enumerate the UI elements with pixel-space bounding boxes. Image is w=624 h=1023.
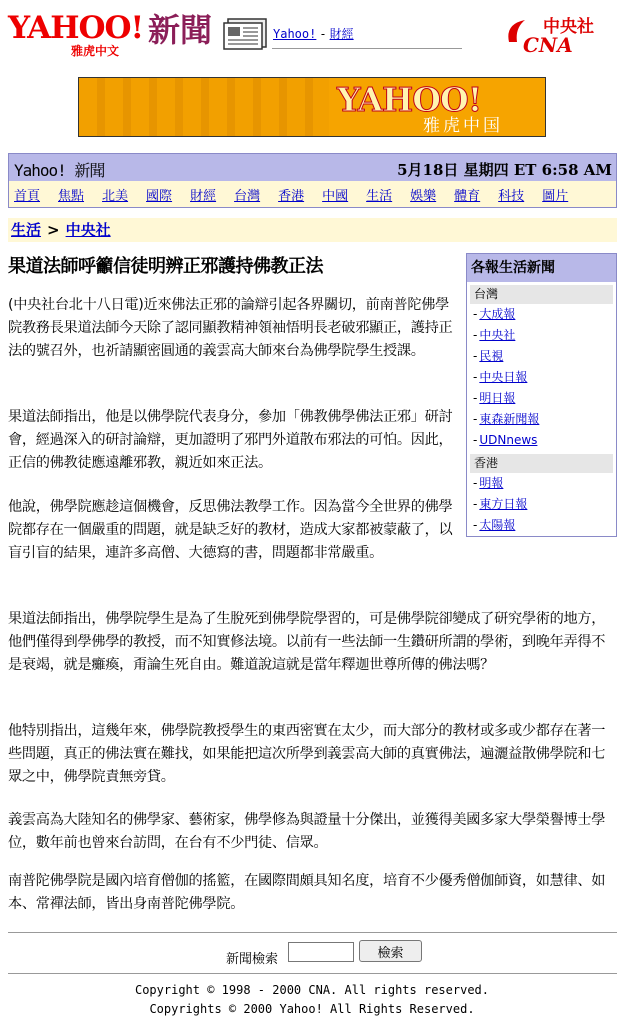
- sidebar-link[interactable]: 東森新聞報: [479, 412, 540, 426]
- category-nav: [9, 181, 616, 207]
- article-headline: 果道法師呼籲信徒明辨正邪護持佛教正法: [8, 256, 323, 277]
- list-item: - 東森新聞報: [473, 412, 540, 426]
- yahoo-logo-word: YAHOO!: [8, 10, 144, 46]
- banner-logo-sub: 雅虎中国: [423, 116, 503, 136]
- article-paragraph: (中央社台北十八日電)近來佛法正邪的論辯引起各界關切，前南普陀佛學院教務長果道法師今天除了認同顯教精神領袖悟明長老破邪顯正，護持正法的號召外，也祈請顯密圓通的義雲高大師來台為佛學院學生授課。: [8, 297, 453, 359]
- article-paragraph: 他特別指出，這幾年來，佛學院教授學生的東西密實在太少，而大部分的教材或多或少都存在著一些問題，真正的佛法實在難找，如果能把這次所學到義雲高大師的真實佛法，遍灑益散佛學院和七眾之中，佛學院責無旁貸。: [8, 723, 606, 785]
- navbar-date: 5月18日 星期四 ET 6:58 AM: [397, 161, 612, 179]
- nav-life[interactable]: 生活: [366, 188, 393, 204]
- sidebar-region-taiwan: 台灣: [470, 285, 613, 304]
- nav-pictures[interactable]: 圖片: [542, 188, 569, 204]
- sidebar-link[interactable]: 明報: [479, 476, 504, 490]
- breadcrumb-section[interactable]: 生活: [11, 221, 42, 239]
- finance-link[interactable]: 財經: [329, 27, 354, 41]
- related-news-sidebar: [466, 253, 617, 537]
- search-button[interactable]: 檢索: [359, 940, 422, 962]
- nav-north-america[interactable]: 北美: [102, 188, 129, 204]
- nav-focus[interactable]: 焦點: [58, 188, 85, 204]
- list-item: - 太陽報: [473, 518, 516, 532]
- sidebar-link[interactable]: 東方日報: [479, 497, 528, 511]
- sidebar-link[interactable]: 太陽報: [479, 518, 516, 532]
- sidebar-list-hongkong: [467, 473, 616, 536]
- list-item: - 明報: [473, 476, 504, 490]
- nav-sports[interactable]: 體育: [454, 188, 481, 204]
- list-item: - 中央日報: [473, 370, 528, 384]
- nav-entertainment[interactable]: 娛樂: [410, 188, 437, 204]
- nav-tech[interactable]: 科技: [498, 188, 525, 204]
- sidebar-link[interactable]: 明日報: [479, 391, 516, 405]
- list-item: - 東方日報: [473, 497, 528, 511]
- nav-home[interactable]: 首頁: [14, 188, 41, 204]
- sidebar-list-taiwan: [467, 304, 616, 451]
- copyright-cna: Copyright © 1998 - 2000 CNA. All rights reserved.: [134, 983, 489, 997]
- news-navbar: [8, 153, 617, 208]
- cna-logo-text: CNA: [523, 33, 573, 57]
- site-header: [0, 0, 624, 60]
- sidebar-title: 各報生活新聞: [467, 254, 616, 282]
- top-links: Yahoo! - 財經: [273, 27, 354, 41]
- breadcrumb-source[interactable]: 中央社: [65, 221, 111, 239]
- navbar-title: Yahoo! 新聞: [14, 161, 105, 180]
- yahoo-china-banner[interactable]: [78, 77, 546, 137]
- article-paragraph: 他說，佛學院應趁這個機會，反思佛法教學工作。因為當今全世界的佛學院都存在一個嚴重的問題，就是缺乏好的教材，造成大家都被蒙蔽了，以盲引盲的結果，連許多高僧、大德寫的書，問題都非常嚴重。: [8, 499, 453, 561]
- sidebar-link[interactable]: 大成報: [479, 307, 516, 321]
- article-paragraph: 果道法師指出，佛學院學生是為了生脫死到佛學院學習的，可是佛學院卻變成了研究學術的地方，他們僅得到學佛學的教授，而不知實修法境。以前有一些法師一生鑽研所謂的學術，到晚年弄得不是衰竭，就是癱瘓，甭論生死自由。難道說這就是當年釋迦世尊所傳的佛法嗎？: [8, 611, 606, 673]
- copyright-yahoo: Copyrights © 2000 Yahoo! All Rights Reserved.: [149, 1002, 475, 1016]
- list-item: - UDNnews: [473, 433, 538, 447]
- sidebar-link[interactable]: 民視: [479, 349, 504, 363]
- breadcrumb-separator: >: [47, 221, 60, 239]
- nav-hongkong[interactable]: 香港: [278, 188, 305, 204]
- list-item: - 大成報: [473, 307, 516, 321]
- news-section-title: 新聞: [148, 11, 213, 49]
- sidebar-link[interactable]: 中央日報: [479, 370, 528, 384]
- yahoo-chinese-logo[interactable]: [8, 12, 143, 56]
- sidebar-link[interactable]: 中央社: [479, 328, 516, 342]
- breadcrumb: [8, 218, 617, 242]
- article-paragraph: 義雲高為大陸知名的佛學家、藝術家，佛學修為與證量十分傑出，並獲得美國多家大學榮譽博士學位，數年前也曾來台訪問，在台有不少門徒、信眾。: [8, 812, 606, 851]
- footer-divider: [8, 973, 617, 974]
- yahoo-home-link[interactable]: Yahoo!: [273, 27, 317, 41]
- list-item: - 民視: [473, 349, 504, 363]
- nav-finance[interactable]: 財經: [190, 188, 217, 204]
- yahoo-logo-sub: 雅虎中文: [71, 44, 120, 58]
- great-wall-image: [79, 78, 329, 136]
- navbar-title-row: [9, 154, 616, 181]
- list-item: - 中央社: [473, 328, 516, 342]
- nav-taiwan[interactable]: 台灣: [234, 188, 261, 204]
- article-paragraph: 果道法師指出，他是以佛學院代表身分，參加「佛教佛學佛法正邪」研討會，經過深入的研討論辯，更加證明了邪門外道散布邪法的可怕。因此，正信的佛教徒應遠離邪教，親近如來正法。: [8, 409, 453, 471]
- search-input[interactable]: [288, 942, 354, 962]
- footer-divider: [8, 932, 617, 933]
- sidebar-region-hongkong: 香港: [470, 454, 613, 473]
- cna-logo-cn: 中央社: [543, 17, 594, 37]
- search-label: 新聞檢索: [226, 952, 279, 967]
- sidebar-link[interactable]: UDNnews: [479, 433, 538, 447]
- banner-logo-word: YAHOO!: [337, 80, 482, 119]
- cna-logo[interactable]: [503, 12, 617, 58]
- nav-international[interactable]: 國際: [146, 188, 173, 204]
- top-divider: [272, 48, 462, 49]
- article-paragraph: 南普陀佛學院是國內培育僧伽的搖籃，在國際間頗具知名度，培育不少優秀僧伽師資，如慧律、如本、常禪法師，皆出身南普陀佛學院。: [8, 873, 606, 912]
- newspaper-icon: [222, 17, 268, 51]
- nav-china[interactable]: 中國: [322, 188, 349, 204]
- list-item: - 明日報: [473, 391, 516, 405]
